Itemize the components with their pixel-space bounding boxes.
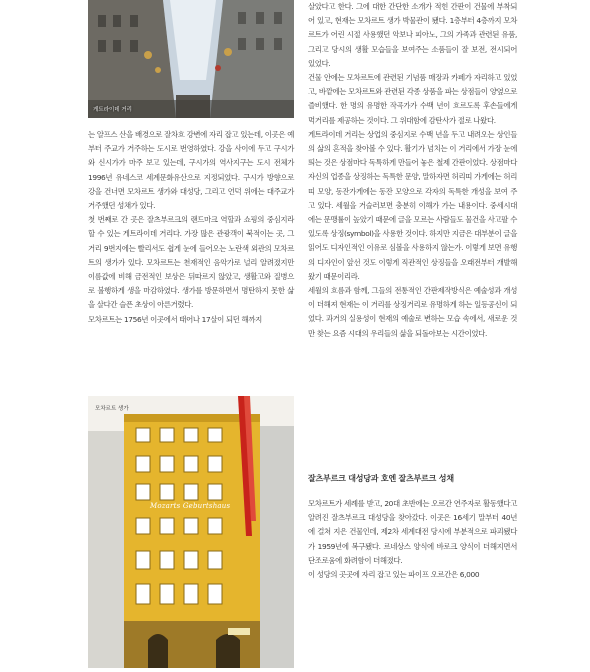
house-sign: Mozarts Geburtshaus (150, 502, 231, 510)
photo-caption-getreidegasse: 게트라이데 거리 (93, 107, 132, 113)
paragraph: 모차르트가 세례를 받고, 20대 초반에는 오르간 연주자로 활동했다고 알려진 잘츠부르크 대성당을 찾아갔다. 이곳은 16세기 말부터 40년에 걸쳐 지은 건물인데, 제2차 세계대전 당시에 부분적으로 파괴됐다가 1959년에 복구됐다. 르네상스 양식에 바로크 양식이 더해지면서 단조로움에 화려함이 더해졌다. (308, 499, 517, 565)
left-column-text (88, 128, 294, 327)
paragraph: 살았다고 한다. 그에 대한 간단한 소개가 적힌 간판이 건물에 부착되어 있고, 현재는 모차르트 생가 박물관이 됐다. 1층부터 4층까지 모차르트가 어린 시절 사용했던 악보나 피아노, 그의 가족과 관련된 유품, 그리고 당시의 생활 모습들을 보여주는 소품들이 잘 보전, 전시되어 있었다. (308, 2, 517, 68)
street-scene-illustration (88, 0, 294, 118)
yellow-house-illustration (88, 396, 294, 668)
paragraph: 게트라이데 거리는 상업의 중심지로 수백 년을 두고 내려오는 상인들의 삶의 흔적을 찾아볼 수 있다. 활기가 넘치는 이 거리에서 가장 눈에 띄는 것은 상점마다 독특하게 만들어 놓은 철제 간판이었다. 상점마다 자신의 업종을 상징하는 독특한 문양, 말하자면 허리띠 가게에는 허리띠 모양, 동잔가게에는 동잔 모양으로 각자의 독특한 개성을 보여 주고 있다. 세월을 거슬러보면 충분히 이해가 가는 내용이다. 중세시대에는 문맹률이 높았기 때문에 글을 모르는 사람들도 물건을 사고팔 수 있도록 상징(symbol)을 사용한 것이다. 하지만 지금은 대부분이 글을 읽어도 디자인적인 이유로 심볼을 사용하지 않는가. 이렇게 보면 유행의 디자인이 앞선 것도 이렇게 직관적인 상징들을 오래전부터 개발해왔기 때문이리라. (308, 129, 517, 281)
photo-caption-mozart-birthplace: 모차르트 생가 (95, 406, 129, 412)
paragraph: 세월의 흐름과 함께, 그들의 전통적인 간판제작방식은 예술성과 개성이 더해져 현재는 이 거리를 상징거리로 유명하게 하는 일등공신이 되었다. 과거의 실용성이 현재의 예술로 변하는 모습 속에서, 새로운 것만 찾는 요즘 시대의 우리들의 삶을 되돌아보는 시간이었다. (308, 286, 517, 338)
paragraph: 첫 번째로 간 곳은 잘츠부르크의 랜드마크 역할과 쇼핑의 중심지라 할 수 있는 게트라이데 거리다. 가장 많은 관광객이 북적이는 곳, 그 거리 9번지에는 빨리서도 쉽게 눈에 들어오는 노란색 외관의 모차르트의 생가가 있다. 모차르트는 천재적인 음악가로 널리 알려졌지만 이름값에 비해 금전적인 보상은 뒤따르지 않았고, 생활고와 질병으로 불행하게 생을 마감하였다. 생가를 방문하면서 명탄하지 못한 삶을 살다간 슬픈 초상이 아른거렸다. (88, 215, 294, 310)
paragraph: 건물 안에는 모차르트에 관련된 기념품 매장과 카페가 자리하고 있었고, 바깥에는 모차르트와 관련된 각종 상품을 파는 상점들이 양옆으로 즐비했다. 한 명의 유명한 작곡가가 수백 년이 흐르도록 후손들에게 먹거리를 제공하는 것이다. 그 위대함에 감탄사가 절로 나왔다. (308, 73, 517, 125)
section-text (308, 497, 517, 582)
paragraph: 이 성당의 곳곳에 자리 잡고 있는 파이프 오르간은 6,000 (308, 570, 480, 580)
getreidegasse-photo (88, 0, 294, 118)
paragraph: 는 알프스 산을 배경으로 잘차흐 강변에 자리 잡고 있는데, 이곳은 예부터 주교가 거주하는 도시로 번영하였다. 강을 사이에 두고 구시가와 신시가가 마주 보고 있는데, 구시가의 역사지구는 도시 전체가 1996년 유네스코 세계문화유산으로 지정되었다. 구시가 방향으로 강을 건너면 모차르트 생가와 대성당, 그리고 언덕 위에는 대주교가 거주했던 성채가 있다. (88, 130, 294, 211)
section-heading: 잘츠부르크 대성당과 호엔 잘츠부르크 성채 (308, 474, 454, 483)
paragraph: 모차르트는 1756년 이곳에서 태어나 17살이 되던 해까지 (88, 314, 262, 324)
right-column-text (308, 0, 517, 341)
mozart-birthplace-photo (88, 396, 294, 668)
